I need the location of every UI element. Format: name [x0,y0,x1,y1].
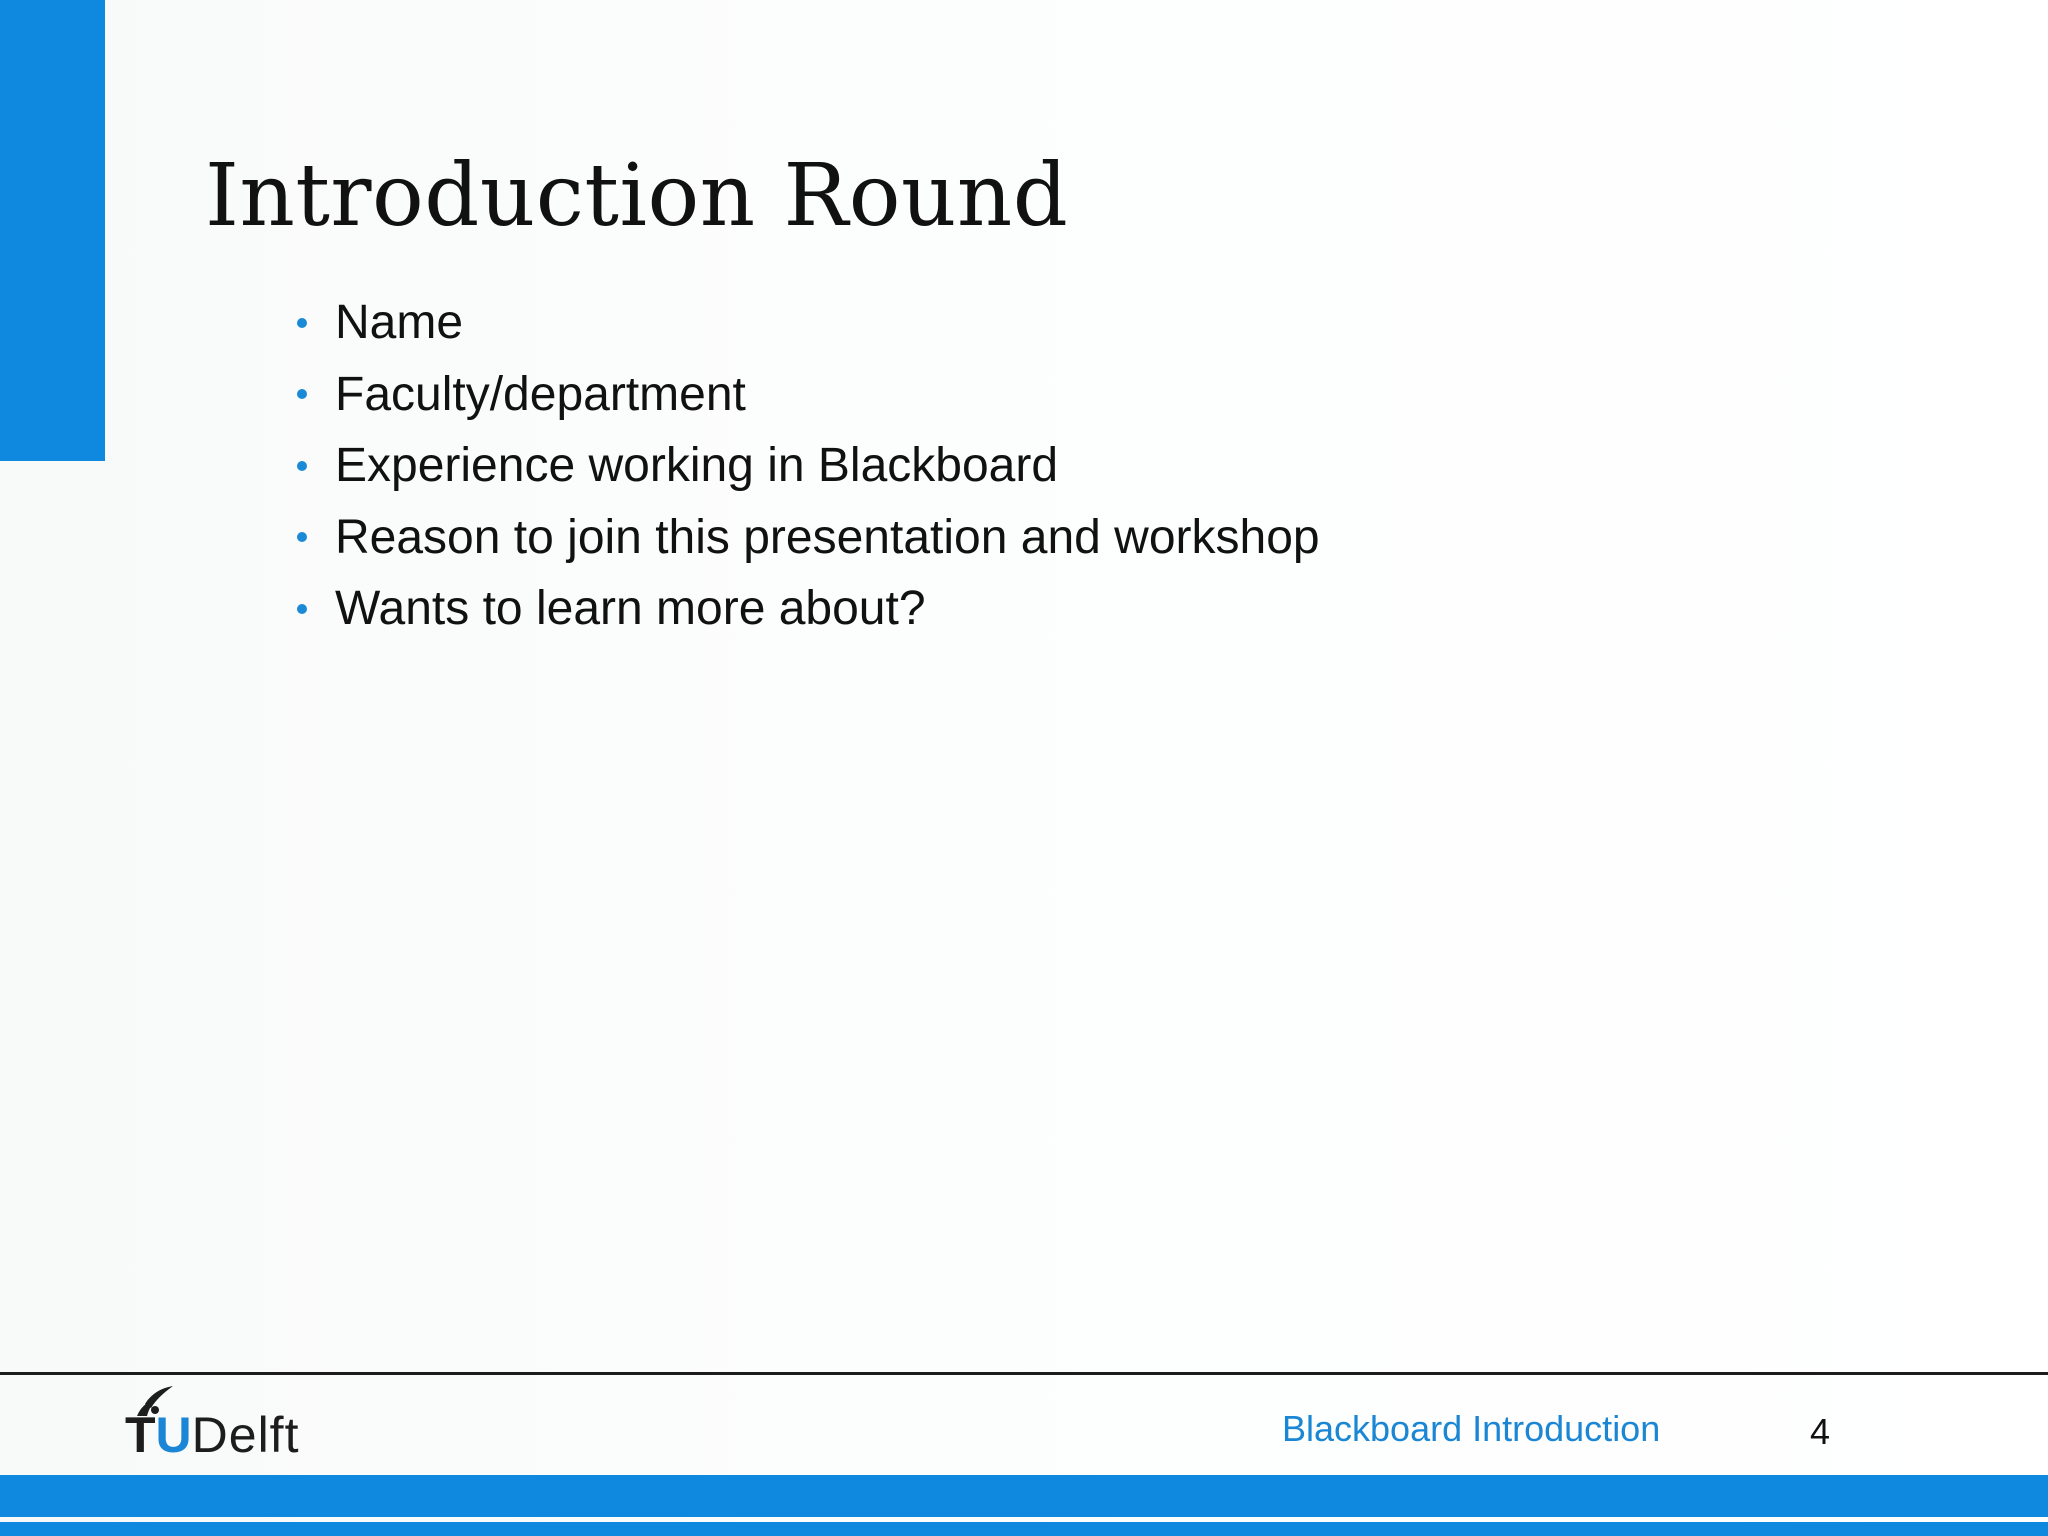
accent-bar [0,0,105,461]
bullet-text: Name [335,296,464,350]
slide-title: Introduction Round [205,146,1069,246]
bullet-text: Experience working in Blackboard [335,439,1059,493]
bullet-list [288,287,1320,645]
bullet-dot-icon [297,532,307,542]
bullet-item [288,573,1320,645]
footer-band-thin [0,1522,2048,1536]
bullet-dot-icon [297,604,307,614]
logo-t: T [125,1407,156,1463]
logo-wordmark [125,1407,300,1463]
bullet-text: Faculty/department [335,367,746,421]
tudelft-logo [125,1384,335,1466]
footer-band [0,1475,2048,1517]
page-number: 4 [1810,1411,1831,1452]
bullet-dot-icon [297,318,307,328]
bullet-text: Wants to learn more about? [335,582,926,636]
bullet-dot-icon [297,389,307,399]
bullet-item [288,287,1320,359]
bullet-text: Reason to join this presentation and workshop [335,510,1320,564]
footer-title: Blackboard Introduction [1282,1408,1661,1449]
footer-divider [0,1372,2048,1375]
logo-u: U [155,1407,192,1463]
bullet-item [288,502,1320,574]
logo-delft: Delft [191,1407,300,1463]
bullet-item [288,430,1320,502]
bullet-item [288,359,1320,431]
bullet-dot-icon [297,461,307,471]
